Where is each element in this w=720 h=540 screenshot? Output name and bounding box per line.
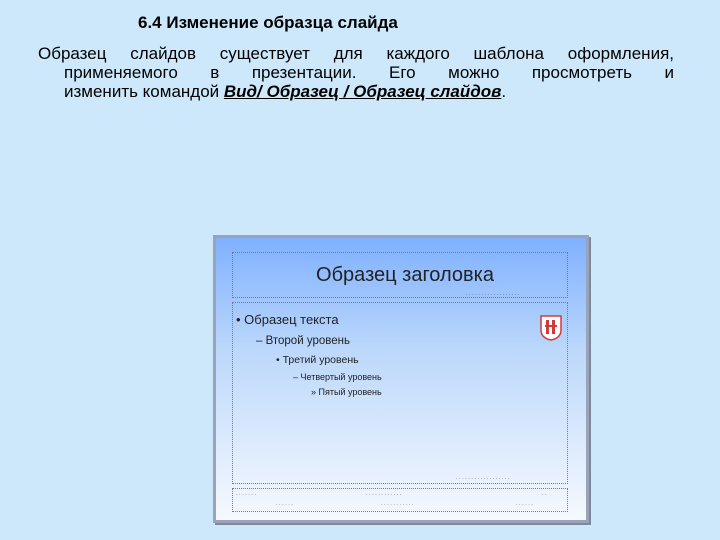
slide-title: Образец заголовка bbox=[316, 264, 494, 286]
footer-caption-center: · · · · · · · · · · · · bbox=[366, 492, 402, 498]
footer-caption-right: · · bbox=[542, 492, 547, 498]
text-level-1: • Образец текста bbox=[236, 312, 339, 327]
footer-field-date: · · · · · · bbox=[276, 502, 293, 508]
text-level-4: – Четвертый уровень bbox=[293, 372, 382, 382]
text-level-5: » Пятый уровень bbox=[311, 387, 382, 397]
paragraph-line-3 bbox=[38, 82, 674, 101]
body-placeholder-frame bbox=[232, 302, 568, 484]
paragraph-line-1: Образец слайдов существует для каждого шаблона оформления, bbox=[38, 44, 674, 63]
footer-field-footer: · · · · · · · · · · · bbox=[381, 502, 414, 508]
emblem-icon bbox=[539, 314, 563, 341]
paragraph-line-2: применяемого в презентации. Его можно просмотреть и bbox=[64, 63, 674, 82]
title-area-caption: · · · · · · · · · · · · · · · · · · bbox=[466, 292, 520, 298]
footer-field-number: · · · · · · bbox=[516, 502, 533, 508]
body-paragraph bbox=[38, 44, 674, 101]
menu-command: Вид/ Образец / Образец слайдов bbox=[223, 82, 502, 101]
section-heading: 6.4 Изменение образца слайда bbox=[138, 13, 398, 32]
paragraph-line-3-prefix: изменить командой bbox=[64, 82, 224, 101]
slide-master-screenshot bbox=[213, 235, 589, 523]
text-level-3: • Третий уровень bbox=[276, 354, 359, 366]
paragraph-line-3-suffix: . bbox=[501, 82, 507, 101]
body-area-caption: · · · · · · · · · · · · · · · · · · bbox=[456, 476, 510, 482]
text-level-2: – Второй уровень bbox=[256, 335, 350, 347]
footer-caption-left: · · · · · · · bbox=[236, 492, 256, 498]
